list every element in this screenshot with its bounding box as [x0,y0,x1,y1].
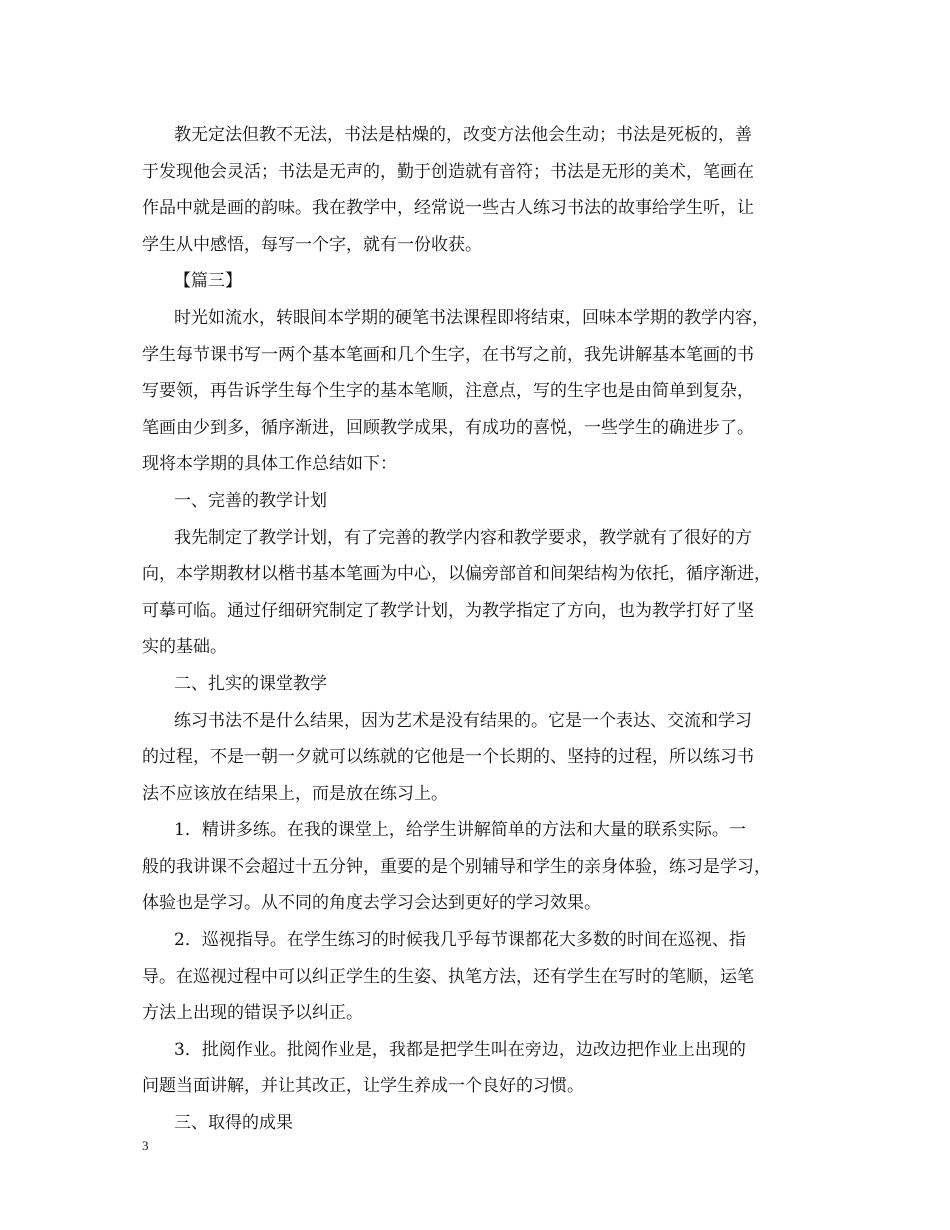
text-line: 法不应该放在结果上，而是放在练习上。 [142,783,448,804]
text-line: 写要领，再告诉学生每个生字的基本笔顺，注意点，写的生字也是由简单到复杂， [142,381,754,402]
text-line: 三、取得的成果 [174,1113,293,1134]
text-line: 练习书法不是什么结果，因为艺术是没有结果的。它是一个表达、交流和学习 [174,710,752,731]
text-line: 可摹可临。通过仔细研究制定了教学计划，为教学指定了方向，也为教学打好了坚 [142,600,754,621]
text-line: 般的我讲课不会超过十五分钟，重要的是个别辅导和学生的亲身体验，练习是学习， [142,856,771,877]
text-line: 时光如流水，转眼间本学期的硬笔书法课程即将结束，回味本学期的教学内容， [174,307,769,328]
page-number: 3 [142,1138,149,1153]
text-line: 3．批阅作业。批阅作业是，我都是把学生叫在旁边，边改边把作业上出现的 [174,1039,746,1060]
text-line: 1．精讲多练。在我的课堂上，给学生讲解简单的方法和大量的联系实际。一 [174,820,746,841]
text-line: 教无定法但教不无法，书法是枯燥的，改变方法他会生动；书法是死板的，善 [174,125,752,145]
text-line: 方法上出现的错误予以纠正。 [142,1003,363,1024]
text-line: 的过程，不是一朝一夕就可以练就的它他是一个长期的、坚持的过程，所以练习书 [142,747,754,768]
text-line: 学生从中感悟，每写一个字，就有一份收获。 [142,234,482,255]
text-line: 现将本学期的具体工作总结如下： [142,454,397,475]
text-line: 学生每节课书写一两个基本笔画和几个生字，在书写之前，我先讲解基本笔画的书 [142,344,754,365]
text-line: 作品中就是画的韵味。我在教学中，经常说一些古人练习书法的故事给学生听，让 [142,198,754,219]
text-line: 笔画由少到多，循序渐进，回顾教学成果，有成功的喜悦，一些学生的确进步了。 [142,417,754,438]
text-line: 体验也是学习。从不同的角度去学习会达到更好的学习效果。 [142,893,601,914]
text-line: 向，本学期教材以楷书基本笔画为中心，以偏旁部首和间架结构为依托，循序渐进， [142,564,771,585]
text-line: 我先制定了教学计划，有了完善的教学内容和教学要求，教学就有了很好的方 [174,527,752,548]
document-body [142,117,822,1142]
text-line: 实的基础。 [142,637,227,658]
text-line: 导。在巡视过程中可以纠正学生的生姿、执笔方法，还有学生在写时的笔顺，运笔 [142,966,754,987]
text-line: 2．巡视指导。在学生练习的时候我几乎每节课都花大多数的时间在巡视、指 [174,930,746,951]
text-line: 于发现他会灵活；书法是无声的，勤于创造就有音符；书法是无形的美术，笔画在 [142,161,754,182]
text-line: 二、扎实的课堂教学 [174,673,327,694]
text-line: 【篇三】 [174,271,242,292]
text-line: 问题当面讲解，并让其改正，让学生养成一个良好的习惯。 [142,1076,584,1097]
text-line: 一、完善的教学计划 [174,490,327,511]
